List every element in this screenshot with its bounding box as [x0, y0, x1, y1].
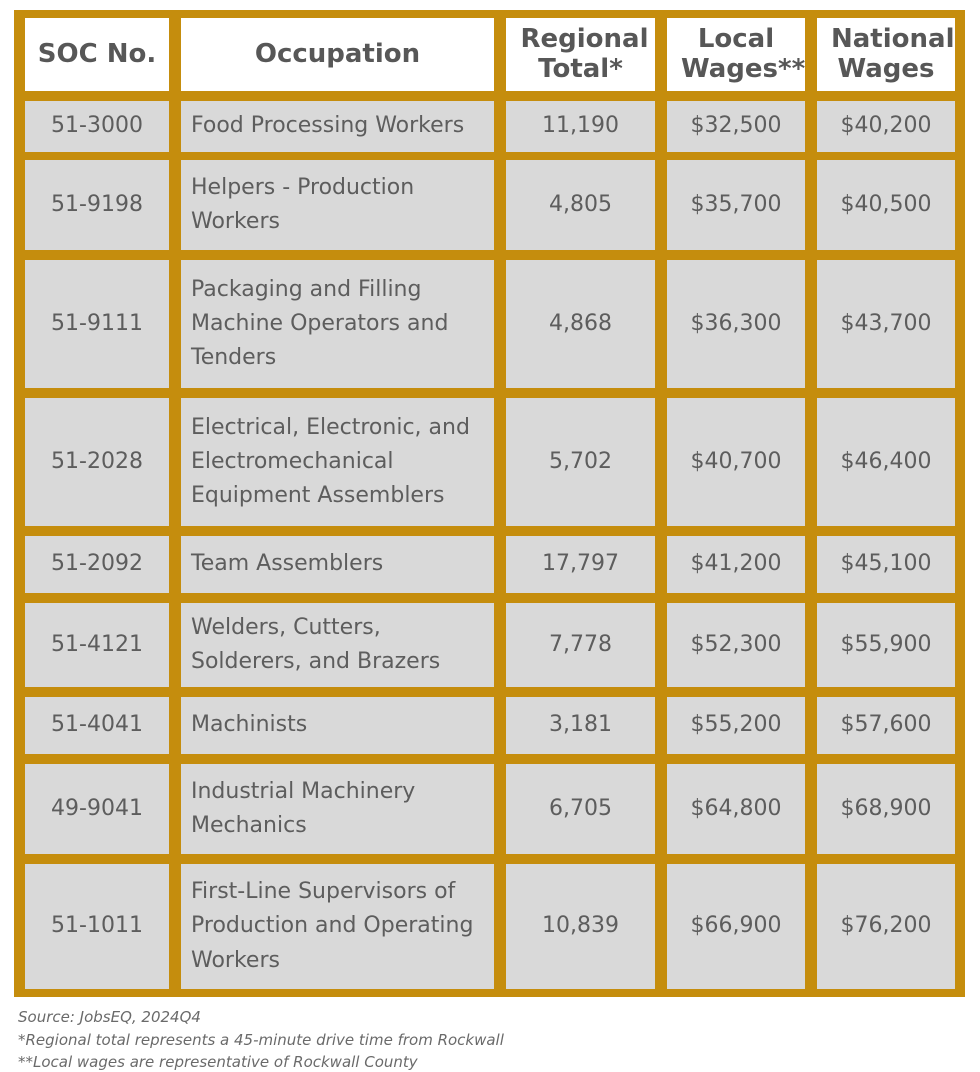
table-row-6-regional-total: 7,778 [506, 603, 655, 687]
table-row-7-regional-total: 3,181 [506, 697, 655, 754]
header-national-wages-label: National Wages [831, 24, 955, 84]
table-row-4-soc: 51-2028 [25, 398, 169, 526]
header-regional-total [506, 18, 655, 91]
table-row-2-occupation: Helpers - Production Workers [181, 160, 494, 250]
table-row-5-soc: 51-2092 [25, 536, 169, 593]
table-row-3-national-wages: $43,700 [817, 260, 955, 388]
table-row-9-local-wages: $66,900 [667, 864, 805, 989]
footer-note-regional: *Regional total represents a 45-minute drive time from Rockwall [18, 1031, 504, 1049]
table-row-6-soc: 51-4121 [25, 603, 169, 687]
table-row-4-local-wages: $40,700 [667, 398, 805, 526]
table-row-2-regional-total: 4,805 [506, 160, 655, 250]
header-local-wages [667, 18, 805, 91]
header-local-wages-label: Local Wages** [681, 24, 805, 84]
table-row-6-national-wages: $55,900 [817, 603, 955, 687]
table-row-3-regional-total: 4,868 [506, 260, 655, 388]
table-row-5-regional-total: 17,797 [506, 536, 655, 593]
table-row-5-local-wages: $41,200 [667, 536, 805, 593]
table-row-3-soc: 51-9111 [25, 260, 169, 388]
wage-table [14, 10, 965, 997]
table-row-7-occupation: Machinists [181, 697, 494, 754]
header-occupation [181, 18, 494, 91]
header-regional-total-label: Regional Total* [520, 24, 649, 84]
table-row-5-occupation: Team Assemblers [181, 536, 494, 593]
table-row-9-national-wages: $76,200 [817, 864, 955, 989]
table-row-7-soc: 51-4041 [25, 697, 169, 754]
header-soc [25, 18, 169, 91]
table-row-6-local-wages: $52,300 [667, 603, 805, 687]
table-row-2-soc: 51-9198 [25, 160, 169, 250]
table-row-8-national-wages: $68,900 [817, 764, 955, 854]
table-row-8-local-wages: $64,800 [667, 764, 805, 854]
footer-source: Source: JobsEQ, 2024Q4 [18, 1008, 201, 1026]
table-row-1-soc: 51-3000 [25, 101, 169, 152]
table-row-8-soc: 49-9041 [25, 764, 169, 854]
table-row-4-regional-total: 5,702 [506, 398, 655, 526]
table-row-1-regional-total: 11,190 [506, 101, 655, 152]
table-row-7-local-wages: $55,200 [667, 697, 805, 754]
table-row-9-soc: 51-1011 [25, 864, 169, 989]
table-row-4-national-wages: $46,400 [817, 398, 955, 526]
table-row-6-occupation: Welders, Cutters, Solderers, and Brazers [181, 603, 494, 687]
table-row-1-national-wages: $40,200 [817, 101, 955, 152]
table-row-9-occupation: First-Line Supervisors of Production and Operating Workers [181, 864, 494, 989]
table-row-5-national-wages: $45,100 [817, 536, 955, 593]
footer-note-local: **Local wages are representative of Rockwall County [18, 1053, 418, 1071]
table-row-3-occupation: Packaging and Filling Machine Operators and Tenders [181, 260, 494, 388]
table-row-1-local-wages: $32,500 [667, 101, 805, 152]
header-occupation-label: Occupation [254, 38, 421, 69]
table-row-7-national-wages: $57,600 [817, 697, 955, 754]
table-row-9-regional-total: 10,839 [506, 864, 655, 989]
table-row-8-occupation: Industrial Machinery Mechanics [181, 764, 494, 854]
header-soc-label: SOC No. [37, 38, 157, 69]
table-row-3-local-wages: $36,300 [667, 260, 805, 388]
table-row-4-occupation: Electrical, Electronic, and Electromechanical Equipment Assemblers [181, 398, 494, 526]
table-row-1-occupation: Food Processing Workers [181, 101, 494, 152]
table-row-2-local-wages: $35,700 [667, 160, 805, 250]
table-row-8-regional-total: 6,705 [506, 764, 655, 854]
table-row-2-national-wages: $40,500 [817, 160, 955, 250]
header-national-wages [817, 18, 955, 91]
